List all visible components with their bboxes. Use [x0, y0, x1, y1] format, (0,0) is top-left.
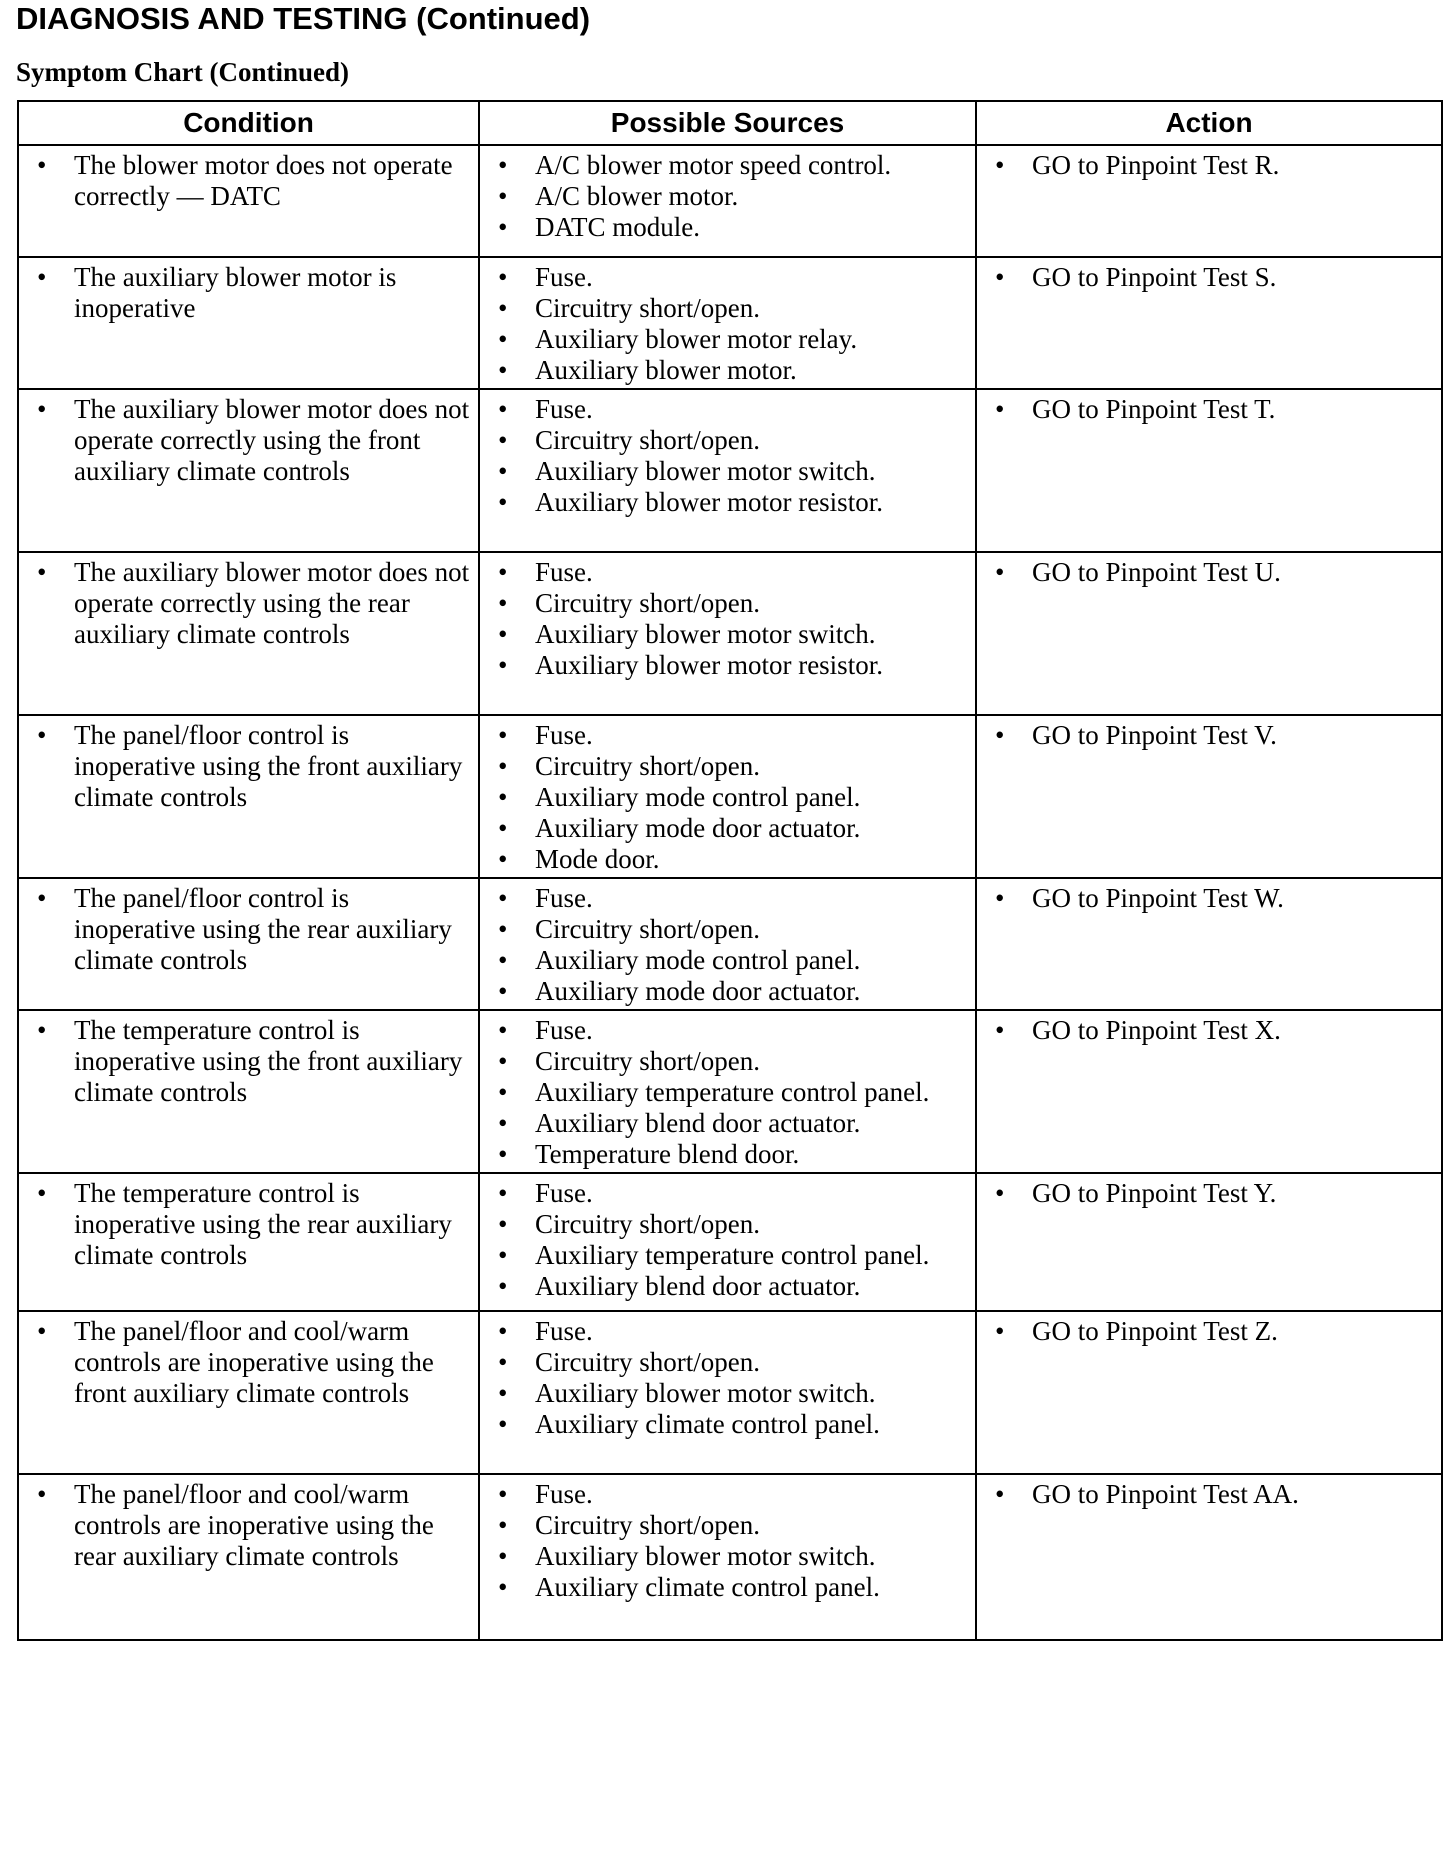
list-item: • The panel/floor control is inoperative using the front auxiliary climate controls	[27, 720, 470, 813]
sources-cell	[479, 1173, 976, 1311]
list-item: • Auxiliary mode control panel.	[488, 945, 967, 976]
condition-cell	[18, 715, 479, 878]
sources-cell	[479, 878, 976, 1010]
list-item: • Auxiliary mode door actuator.	[488, 976, 967, 1007]
list-item: • A/C blower motor.	[488, 181, 967, 212]
sources-list	[480, 390, 975, 520]
condition-cell	[18, 257, 479, 389]
list-item: • Auxiliary blower motor relay.	[488, 324, 967, 355]
sources-list	[480, 146, 975, 245]
condition-list	[19, 258, 478, 326]
action-cell	[976, 1474, 1442, 1640]
list-item: • Auxiliary blower motor switch.	[488, 456, 967, 487]
sources-list	[480, 879, 975, 1009]
list-item: • The temperature control is inoperative using the front auxiliary climate controls	[27, 1015, 470, 1108]
list-item: • GO to Pinpoint Test R.	[985, 150, 1433, 181]
list-item: • Circuitry short/open.	[488, 1209, 967, 1240]
action-list	[977, 716, 1441, 753]
list-item: • The auxiliary blower motor does not operate correctly using the rear auxiliary climate controls	[27, 557, 470, 650]
list-item: • Fuse.	[488, 262, 967, 293]
sources-list	[480, 553, 975, 683]
list-item: • Circuitry short/open.	[488, 1510, 967, 1541]
table-row	[18, 1311, 1442, 1474]
page-title: DIAGNOSIS AND TESTING (Continued)	[16, 1, 591, 36]
action-header: Action	[976, 101, 1442, 145]
list-item: • GO to Pinpoint Test U.	[985, 557, 1433, 588]
list-item: • GO to Pinpoint Test Z.	[985, 1316, 1433, 1347]
action-cell	[976, 1010, 1442, 1173]
action-list	[977, 879, 1441, 916]
list-item: • GO to Pinpoint Test S.	[985, 262, 1433, 293]
sources-list	[480, 716, 975, 877]
list-item: • Mode door.	[488, 844, 967, 875]
action-list	[977, 1475, 1441, 1512]
table-row	[18, 1010, 1442, 1173]
sources-cell	[479, 1010, 976, 1173]
condition-cell	[18, 552, 479, 715]
list-item: • Circuitry short/open.	[488, 914, 967, 945]
action-cell	[976, 145, 1442, 257]
list-item: • Circuitry short/open.	[488, 425, 967, 456]
condition-cell	[18, 1173, 479, 1311]
sources-list	[480, 1174, 975, 1304]
action-list	[977, 1011, 1441, 1048]
condition-list	[19, 1011, 478, 1110]
list-item: • Circuitry short/open.	[488, 588, 967, 619]
list-item: • The auxiliary blower motor does not operate correctly using the front auxiliary climate controls	[27, 394, 470, 487]
list-item: • Auxiliary blower motor switch.	[488, 1378, 967, 1409]
list-item: • Auxiliary temperature control panel.	[488, 1240, 967, 1271]
condition-list	[19, 1174, 478, 1273]
list-item: • GO to Pinpoint Test Y.	[985, 1178, 1433, 1209]
list-item: • Circuitry short/open.	[488, 1347, 967, 1378]
table-row	[18, 715, 1442, 878]
sources-list	[480, 258, 975, 388]
table-row	[18, 389, 1442, 552]
action-list	[977, 390, 1441, 427]
action-list	[977, 146, 1441, 183]
condition-cell	[18, 1010, 479, 1173]
action-cell	[976, 257, 1442, 389]
table-row	[18, 878, 1442, 1010]
list-item: • The temperature control is inoperative using the rear auxiliary climate controls	[27, 1178, 470, 1271]
table-row	[18, 257, 1442, 389]
condition-cell	[18, 389, 479, 552]
action-list	[977, 1312, 1441, 1349]
list-item: • DATC module.	[488, 212, 967, 243]
list-item: • Auxiliary blower motor.	[488, 355, 967, 386]
list-item: • Auxiliary blower motor switch.	[488, 1541, 967, 1572]
condition-cell	[18, 1311, 479, 1474]
sources-cell	[479, 257, 976, 389]
sources-header: Possible Sources	[479, 101, 976, 145]
list-item: • The blower motor does not operate correctly — DATC	[27, 150, 470, 212]
list-item: • The panel/floor and cool/warm controls are inoperative using the front auxiliary climate controls	[27, 1316, 470, 1409]
list-item: • Fuse.	[488, 883, 967, 914]
list-item: • Fuse.	[488, 557, 967, 588]
table-row	[18, 145, 1442, 257]
action-cell	[976, 715, 1442, 878]
condition-cell	[18, 145, 479, 257]
action-list	[977, 258, 1441, 295]
action-cell	[976, 1173, 1442, 1311]
list-item: • GO to Pinpoint Test V.	[985, 720, 1433, 751]
list-item: • Auxiliary climate control panel.	[488, 1572, 967, 1603]
sources-cell	[479, 1311, 976, 1474]
table-row	[18, 552, 1442, 715]
action-cell	[976, 389, 1442, 552]
action-cell	[976, 1311, 1442, 1474]
list-item: • Temperature blend door.	[488, 1139, 967, 1170]
sources-cell	[479, 389, 976, 552]
list-item: • Auxiliary climate control panel.	[488, 1409, 967, 1440]
list-item: • Auxiliary temperature control panel.	[488, 1077, 967, 1108]
list-item: • A/C blower motor speed control.	[488, 150, 967, 181]
condition-list	[19, 1475, 478, 1574]
sources-cell	[479, 552, 976, 715]
list-item: • GO to Pinpoint Test AA.	[985, 1479, 1433, 1510]
sources-list	[480, 1475, 975, 1605]
action-cell	[976, 878, 1442, 1010]
list-item: • GO to Pinpoint Test T.	[985, 394, 1433, 425]
list-item: • Fuse.	[488, 1479, 967, 1510]
list-item: • Auxiliary mode control panel.	[488, 782, 967, 813]
list-item: • Auxiliary blower motor resistor.	[488, 650, 967, 681]
sources-list	[480, 1011, 975, 1172]
table-row	[18, 1474, 1442, 1640]
list-item: • Fuse.	[488, 1316, 967, 1347]
list-item: • Auxiliary blend door actuator.	[488, 1271, 967, 1302]
condition-list	[19, 879, 478, 978]
list-item: • Fuse.	[488, 394, 967, 425]
sources-cell	[479, 145, 976, 257]
condition-list	[19, 390, 478, 489]
list-item: • Auxiliary blend door actuator.	[488, 1108, 967, 1139]
list-item: • Auxiliary blower motor switch.	[488, 619, 967, 650]
condition-cell	[18, 1474, 479, 1640]
condition-list	[19, 1312, 478, 1411]
list-item: • Circuitry short/open.	[488, 751, 967, 782]
list-item: • Circuitry short/open.	[488, 293, 967, 324]
action-cell	[976, 552, 1442, 715]
list-item: • Fuse.	[488, 720, 967, 751]
sources-list	[480, 1312, 975, 1442]
condition-list	[19, 716, 478, 815]
action-list	[977, 553, 1441, 590]
chart-subtitle: Symptom Chart (Continued)	[16, 57, 350, 87]
list-item: • The panel/floor control is inoperative using the rear auxiliary climate controls	[27, 883, 470, 976]
condition-list	[19, 553, 478, 652]
list-item: • Auxiliary blower motor resistor.	[488, 487, 967, 518]
sources-cell	[479, 1474, 976, 1640]
condition-list	[19, 146, 478, 214]
table-row	[18, 1173, 1442, 1311]
header-row	[18, 101, 1442, 145]
list-item: • GO to Pinpoint Test W.	[985, 883, 1433, 914]
list-item: • GO to Pinpoint Test X.	[985, 1015, 1433, 1046]
symptom-chart-table	[17, 100, 1443, 1641]
list-item: • Auxiliary mode door actuator.	[488, 813, 967, 844]
sources-cell	[479, 715, 976, 878]
condition-cell	[18, 878, 479, 1010]
condition-header: Condition	[18, 101, 479, 145]
list-item: • Circuitry short/open.	[488, 1046, 967, 1077]
list-item: • The panel/floor and cool/warm controls are inoperative using the rear auxiliary climate controls	[27, 1479, 470, 1572]
action-list	[977, 1174, 1441, 1211]
list-item: • Fuse.	[488, 1015, 967, 1046]
list-item: • The auxiliary blower motor is inoperative	[27, 262, 470, 324]
list-item: • Fuse.	[488, 1178, 967, 1209]
